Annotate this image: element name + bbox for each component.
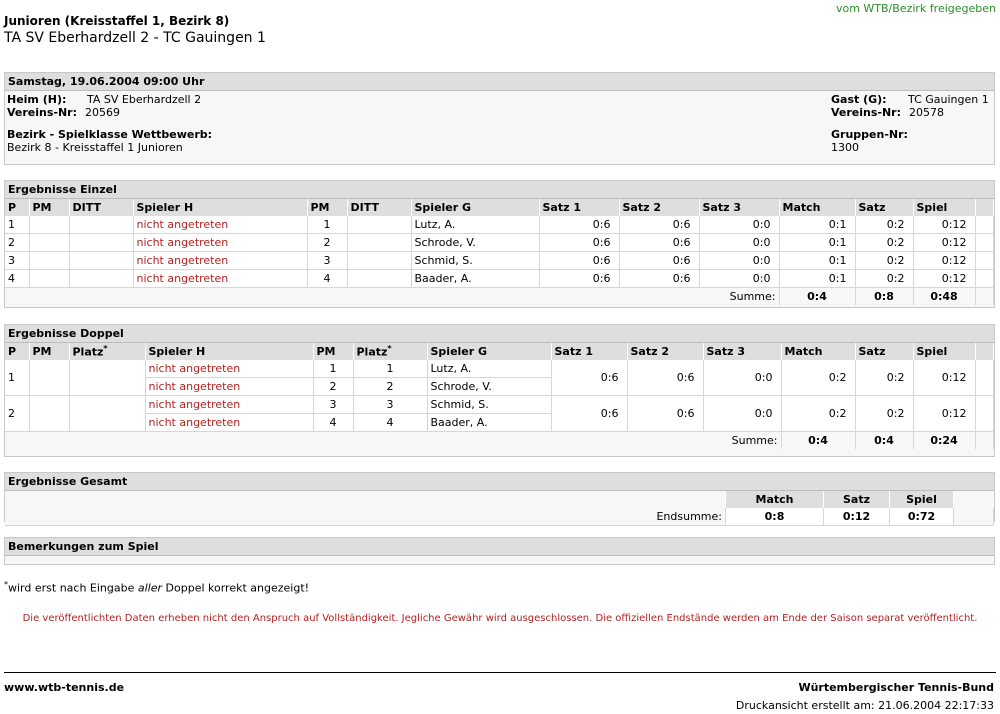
sum-game: 0:48 <box>913 288 975 306</box>
set-1: 0:6 <box>539 234 619 252</box>
game-result: 0:12 <box>913 270 975 288</box>
footnote-star: * <box>387 344 392 354</box>
platz-guest: 1 <box>353 360 427 378</box>
col-header: Satz 1 <box>539 199 619 216</box>
set-3: 0:0 <box>699 270 779 288</box>
platz-home <box>69 396 145 432</box>
game-result: 0:12 <box>913 396 975 432</box>
match-result: 0:2 <box>781 396 855 432</box>
col-header: Satz <box>855 343 913 360</box>
total-set: 0:12 <box>824 508 890 526</box>
singles-header-row <box>5 199 994 216</box>
col-header: Satz 3 <box>703 343 781 360</box>
singles-title: Ergebnisse Einzel <box>5 181 994 199</box>
col-header: Satz 2 <box>619 199 699 216</box>
set-2: 0:6 <box>627 360 703 396</box>
doubles-sum-row <box>5 432 994 450</box>
col-header: Spiel <box>890 491 954 508</box>
col-header: Spieler G <box>427 343 551 360</box>
set-2: 0:6 <box>627 396 703 432</box>
pm-home <box>29 396 69 432</box>
col-header: Satz 1 <box>551 343 627 360</box>
player-home: nicht angetreten <box>133 216 307 234</box>
position: 2 <box>5 234 29 252</box>
remarks-box <box>4 537 995 565</box>
table-row <box>5 234 994 252</box>
group-value: 1300 <box>831 141 859 154</box>
game-result: 0:12 <box>913 216 975 234</box>
set-1: 0:6 <box>551 396 627 432</box>
table-row <box>5 360 994 378</box>
pm-guest: 4 <box>313 414 353 432</box>
match-info-box <box>4 72 995 165</box>
platz-guest: 4 <box>353 414 427 432</box>
end-sum-label: Endsumme: <box>5 508 726 526</box>
platz-guest: 2 <box>353 378 427 396</box>
match-result: 0:2 <box>781 360 855 396</box>
total-title: Ergebnisse Gesamt <box>5 473 994 491</box>
guest-label: Gast (G): <box>831 93 887 106</box>
set-result: 0:2 <box>855 234 913 252</box>
col-header: PM <box>313 343 353 360</box>
col-header: Platz* <box>353 343 427 360</box>
position: 4 <box>5 270 29 288</box>
table-row <box>5 396 994 414</box>
position: 2 <box>5 396 29 432</box>
position: 1 <box>5 360 29 396</box>
singles-sum-row <box>5 288 994 306</box>
game-result: 0:12 <box>913 234 975 252</box>
singles-table <box>5 199 994 305</box>
pm-guest: 1 <box>307 216 347 234</box>
footnote: *wird erst nach Eingabe aller Doppel korrekt angezeigt! <box>4 580 310 595</box>
footnote-star: * <box>4 580 8 589</box>
position: 1 <box>5 216 29 234</box>
footer-org: Würtembergischer Tennis-Bund <box>798 681 994 694</box>
col-header: PM <box>307 199 347 216</box>
match-result: 0:1 <box>779 216 855 234</box>
set-result: 0:2 <box>855 252 913 270</box>
player-home: nicht angetreten <box>145 414 313 432</box>
col-header: Satz 2 <box>627 343 703 360</box>
ditt-home <box>69 216 133 234</box>
group-label: Gruppen-Nr: <box>831 128 908 141</box>
ditt-guest <box>347 270 411 288</box>
player-guest: Baader, A. <box>411 270 539 288</box>
player-guest: Schmid, S. <box>427 396 551 414</box>
pm-home <box>29 360 69 396</box>
doubles-results-box <box>4 324 995 457</box>
set-1: 0:6 <box>539 270 619 288</box>
set-result: 0:2 <box>855 360 913 396</box>
col-header: Satz <box>855 199 913 216</box>
player-home: nicht angetreten <box>133 234 307 252</box>
remarks-title: Bemerkungen zum Spiel <box>5 538 994 556</box>
total-header-row <box>5 491 994 508</box>
col-header: Spieler H <box>133 199 307 216</box>
col-header: Match <box>781 343 855 360</box>
col-header: Satz <box>824 491 890 508</box>
total-row <box>5 508 994 526</box>
col-header: DITT <box>69 199 133 216</box>
ditt-home <box>69 270 133 288</box>
total-match: 0:8 <box>726 508 824 526</box>
player-home: nicht angetreten <box>133 252 307 270</box>
pm-home <box>29 270 69 288</box>
pm-guest: 3 <box>307 252 347 270</box>
district-label: Bezirk - Spielklasse Wettbewerb: <box>7 128 213 141</box>
pm-home <box>29 216 69 234</box>
col-header: PM <box>29 199 69 216</box>
set-3: 0:0 <box>703 396 781 432</box>
col-header: Platz* <box>69 343 145 360</box>
total-game: 0:72 <box>890 508 954 526</box>
sum-label: Summe: <box>5 432 781 450</box>
set-result: 0:2 <box>855 216 913 234</box>
col-header: Spieler G <box>411 199 539 216</box>
game-result: 0:12 <box>913 252 975 270</box>
match-date: Samstag, 19.06.2004 09:00 Uhr <box>5 73 994 91</box>
col-header: Satz 3 <box>699 199 779 216</box>
col-header: P <box>5 199 29 216</box>
singles-results-box <box>4 180 995 308</box>
col-header: Spiel <box>913 343 975 360</box>
match-title: TA SV Eberhardzell 2 - TC Gauingen 1 <box>4 30 266 46</box>
sum-label: Summe: <box>5 288 779 306</box>
set-3: 0:0 <box>699 216 779 234</box>
game-result: 0:12 <box>913 360 975 396</box>
set-result: 0:2 <box>855 396 913 432</box>
footer-url[interactable]: www.wtb-tennis.de <box>4 681 125 694</box>
player-guest: Schrode, V. <box>427 378 551 396</box>
pm-guest: 2 <box>313 378 353 396</box>
pm-guest: 1 <box>313 360 353 378</box>
ditt-home <box>69 234 133 252</box>
set-2: 0:6 <box>619 270 699 288</box>
home-club-label: Vereins-Nr: <box>7 106 78 119</box>
sum-game: 0:24 <box>913 432 975 450</box>
match-result: 0:1 <box>779 252 855 270</box>
pm-home <box>29 252 69 270</box>
col-header: Match <box>779 199 855 216</box>
disclaimer: Die veröffentlichten Daten erheben nicht den Anspruch auf Vollständigkeit. Jegliche Gewähr wird ausgeschlossen. Die offiziellen Endstände werden am Ende der Saison separat veröffentlicht. <box>22 613 978 624</box>
table-row <box>5 216 994 234</box>
guest-club-label: Vereins-Nr: <box>831 106 902 119</box>
col-header: DITT <box>347 199 411 216</box>
set-2: 0:6 <box>619 216 699 234</box>
set-2: 0:6 <box>619 252 699 270</box>
sum-match: 0:4 <box>781 432 855 450</box>
player-home: nicht angetreten <box>133 270 307 288</box>
player-guest: Schmid, S. <box>411 252 539 270</box>
ditt-guest <box>347 234 411 252</box>
home-label: Heim (H): <box>7 93 67 106</box>
set-3: 0:0 <box>699 252 779 270</box>
set-result: 0:2 <box>855 270 913 288</box>
player-guest: Lutz, A. <box>427 360 551 378</box>
ditt-home <box>69 252 133 270</box>
total-results-box <box>4 472 995 522</box>
col-header: PM <box>29 343 69 360</box>
total-table <box>5 491 994 526</box>
platz-home <box>69 360 145 396</box>
guest-team: TC Gauingen 1 <box>908 93 989 106</box>
home-club-nr: 20569 <box>85 106 120 119</box>
set-2: 0:6 <box>619 234 699 252</box>
table-row <box>5 270 994 288</box>
sum-set: 0:4 <box>855 432 913 450</box>
release-status: vom WTB/Bezirk freigegeben <box>835 2 996 15</box>
player-home: nicht angetreten <box>145 360 313 378</box>
sum-set: 0:8 <box>855 288 913 306</box>
table-row <box>5 252 994 270</box>
home-team: TA SV Eberhardzell 2 <box>87 93 202 106</box>
col-header: Spieler H <box>145 343 313 360</box>
platz-guest: 3 <box>353 396 427 414</box>
doubles-header-row <box>5 343 994 360</box>
ditt-guest <box>347 252 411 270</box>
doubles-title: Ergebnisse Doppel <box>5 325 994 343</box>
pm-guest: 3 <box>313 396 353 414</box>
player-guest: Schrode, V. <box>411 234 539 252</box>
set-3: 0:0 <box>699 234 779 252</box>
district-value: Bezirk 8 - Kreisstaffel 1 Junioren <box>7 141 183 154</box>
pm-home <box>29 234 69 252</box>
league-title: Junioren (Kreisstaffel 1, Bezirk 8) <box>4 14 230 28</box>
col-header: Match <box>726 491 824 508</box>
sum-match: 0:4 <box>779 288 855 306</box>
set-1: 0:6 <box>539 252 619 270</box>
footer-divider <box>4 672 996 673</box>
pm-guest: 2 <box>307 234 347 252</box>
position: 3 <box>5 252 29 270</box>
col-header: Spiel <box>913 199 975 216</box>
set-1: 0:6 <box>551 360 627 396</box>
player-guest: Baader, A. <box>427 414 551 432</box>
doubles-table <box>5 343 994 449</box>
pm-guest: 4 <box>307 270 347 288</box>
player-guest: Lutz, A. <box>411 216 539 234</box>
print-timestamp: Druckansicht erstellt am: 21.06.2004 22:17:33 <box>735 699 994 712</box>
match-result: 0:1 <box>779 270 855 288</box>
set-1: 0:6 <box>539 216 619 234</box>
player-home: nicht angetreten <box>145 396 313 414</box>
col-header: P <box>5 343 29 360</box>
footnote-star: * <box>103 344 108 354</box>
ditt-guest <box>347 216 411 234</box>
player-home: nicht angetreten <box>145 378 313 396</box>
match-result: 0:1 <box>779 234 855 252</box>
guest-club-nr: 20578 <box>909 106 944 119</box>
set-3: 0:0 <box>703 360 781 396</box>
